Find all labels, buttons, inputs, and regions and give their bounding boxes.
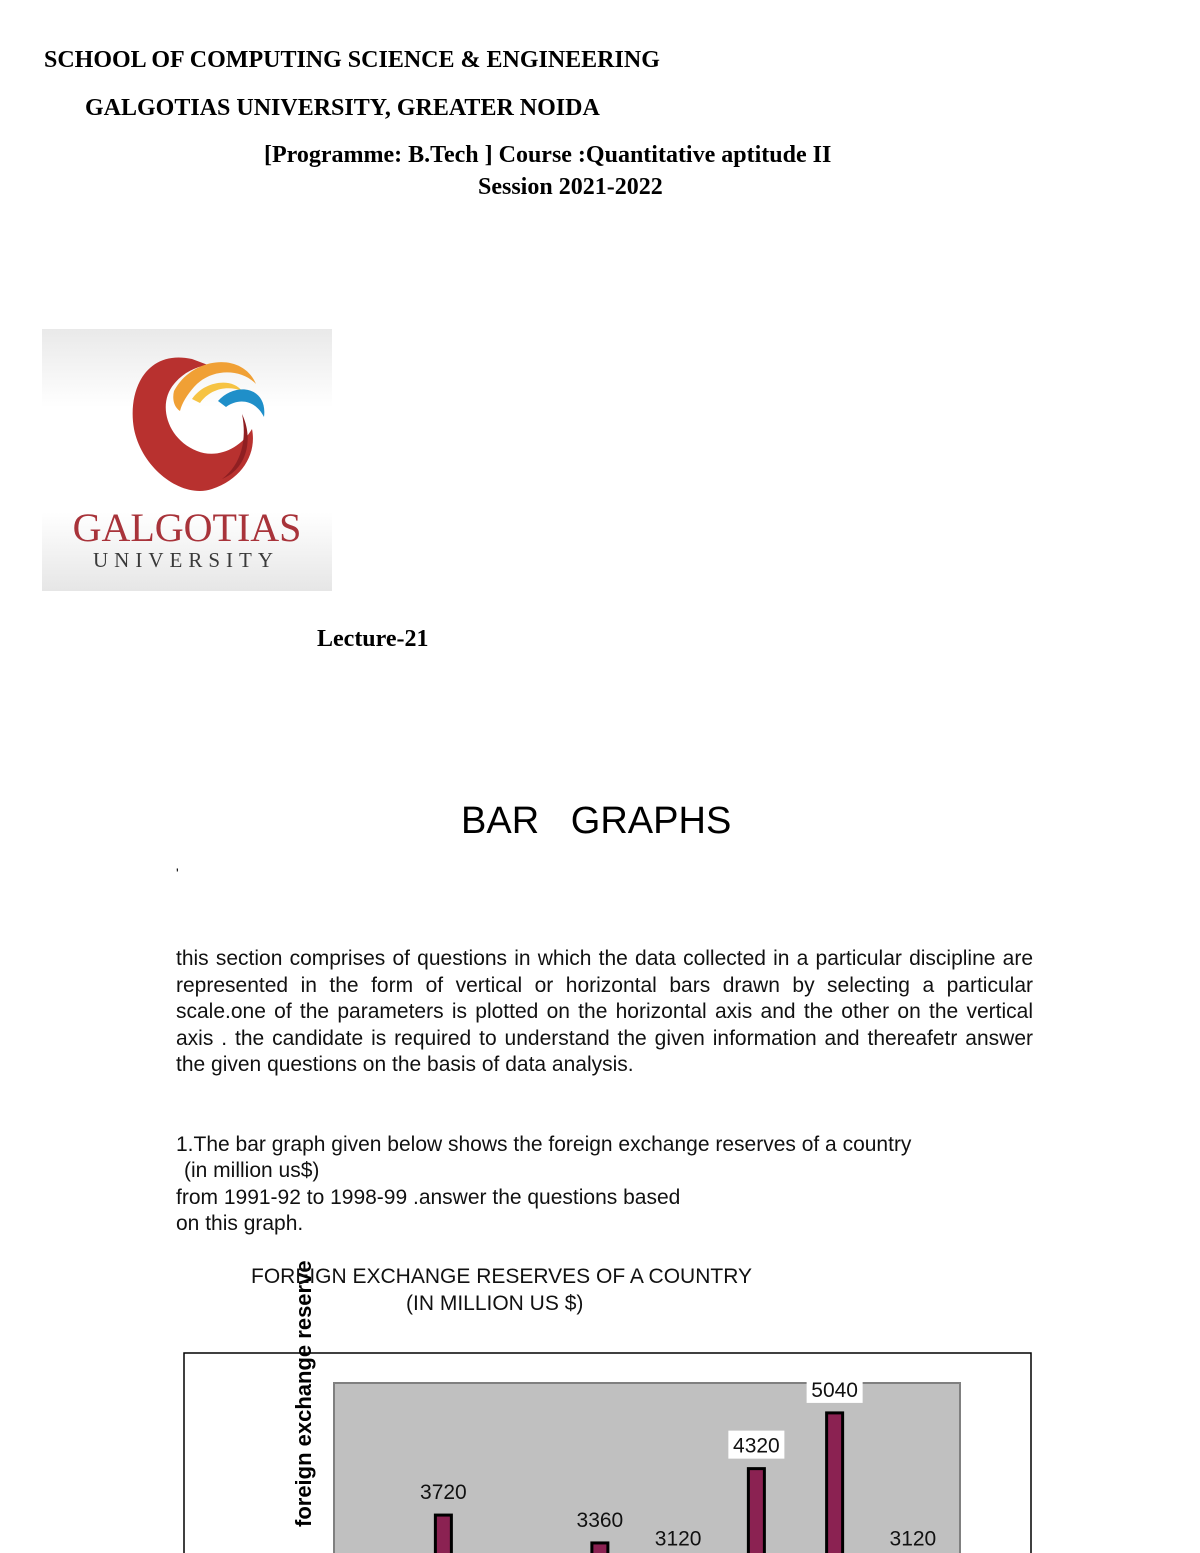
question-line-1: 1.The bar graph given below shows the foreign exchange reserves of a country xyxy=(176,1133,912,1156)
data-label-2: 3720 xyxy=(420,1481,467,1505)
university-heading: GALGOTIAS UNIVERSITY, GREATER NOIDA xyxy=(85,95,600,121)
question-line-2: (in million us$) xyxy=(184,1159,320,1182)
section-title: BAR GRAPHS xyxy=(461,800,732,842)
question-line-4: on this graph. xyxy=(176,1212,304,1235)
bar-4 xyxy=(592,1543,608,1553)
session-heading: Session 2021-2022 xyxy=(478,174,663,200)
data-label-5: 3120 xyxy=(654,1527,702,1551)
logo-subtitle-text: UNIVERSITY xyxy=(93,548,279,572)
bar-6 xyxy=(748,1469,764,1553)
logo-name-text: GALGOTIAS xyxy=(72,505,302,550)
school-heading: SCHOOL OF COMPUTING SCIENCE & ENGINEERING xyxy=(44,47,660,73)
data-label-8: 3120 xyxy=(889,1527,937,1551)
stray-mark: ' xyxy=(176,865,179,881)
chart-title: FOREIGN EXCHANGE RESERVES OF A COUNTRY xyxy=(251,1265,752,1288)
y-axis-label: foreign exchange reserve xyxy=(291,1260,316,1527)
programme-heading: [Programme: B.Tech ] Course :Quantitative aptitude II xyxy=(264,142,832,168)
plot-area xyxy=(334,1383,960,1553)
data-label-4: 3360 xyxy=(576,1508,624,1532)
data-label-6: 4320 xyxy=(733,1434,780,1458)
bar-2 xyxy=(435,1515,451,1553)
question-line-3: from 1991-92 to 1998-99 .answer the questions based xyxy=(176,1186,681,1209)
bar-7 xyxy=(827,1413,843,1553)
chart-subtitle: (IN MILLION US $) xyxy=(406,1292,584,1315)
lecture-label: Lecture-21 xyxy=(317,626,429,652)
data-label-7: 5040 xyxy=(811,1378,858,1402)
intro-paragraph: this section comprises of questions in which the data collected in a particular discipline are represented in the form of vertical or horizontal bars drawn by selecting a particular scale.one of the parameters is plotted on the horizontal axis and the other on the vertical axis . the candidate is required to understand the given information and thereafetr answer the given questions on the basis of data analysis. xyxy=(176,947,1033,1077)
